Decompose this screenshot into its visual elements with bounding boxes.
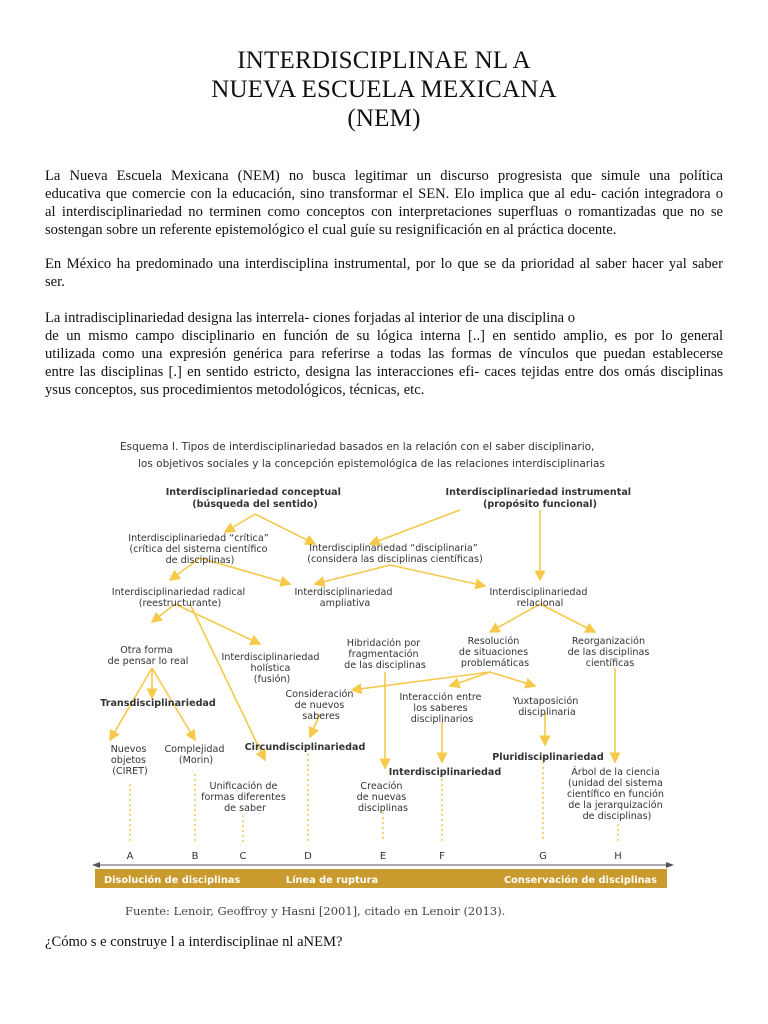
letter-c: C xyxy=(239,851,247,862)
node-conceptual: Interdisciplinariedad conceptual (búsqueda del sentido) xyxy=(165,487,341,510)
node-complejidad: Complejidad (Morin) xyxy=(164,744,225,766)
label-pluridisciplinariedad: Pluridisciplinariedad xyxy=(492,752,604,763)
band-middle-label: Línea de ruptura xyxy=(285,875,379,886)
label-interdisciplinariedad: Interdisciplinariedad xyxy=(388,767,502,778)
interdisciplinarity-diagram xyxy=(90,432,680,897)
node-hibridacion: Hibridación por fragmentación de las disciplinas xyxy=(344,638,426,671)
node-consideracion: Consideración de nuevos saberes xyxy=(285,689,354,722)
paragraph-nem xyxy=(45,167,723,239)
text-line: utilizada como una expresión genérica para referirse a todas las formas de vínculos que puedan establecerse xyxy=(45,346,723,362)
letter-g: G xyxy=(539,851,547,862)
title-line-1: INTERDISCIPLINAE NL A xyxy=(237,47,531,74)
axis-arrow-right xyxy=(666,862,674,868)
letter-a: A xyxy=(126,851,134,862)
letter-e: E xyxy=(379,851,387,862)
diagram-caption-2: los objetivos sociales y la concepción epistemológica de las relaciones interdisciplinarias xyxy=(138,458,605,470)
node-ampliativa: Interdisciplinariedad ampliativa xyxy=(294,587,393,609)
node-creacion: Creación de nuevas disciplinas xyxy=(356,781,409,814)
title-line-2: NUEVA ESCUELA MEXICANA xyxy=(211,76,557,103)
text-line: La Nueva Escuela Mexicana (NEM) no busca legitimar un discurso progresista que simule una política xyxy=(45,168,723,184)
node-disciplinaria: Interdisciplinariedad “disciplinaria” (considera las disciplinas científicas) xyxy=(307,543,483,565)
band-right-label: Conservación de disciplinas xyxy=(503,875,657,886)
node-reorganizacion: Reorganización de las disciplinas científicas xyxy=(567,636,650,669)
band-left-label: Disolución de disciplinas xyxy=(104,875,241,886)
node-relacional: Interdisciplinariedad relacional xyxy=(489,587,588,609)
node-instrumental: Interdisciplinariedad instrumental (propósito funcional) xyxy=(445,487,632,510)
node-yuxtaposicion: Yuxtaposición disciplinaria xyxy=(512,696,579,718)
paragraph-intradisciplinariedad xyxy=(45,309,723,399)
node-unificacion: Unificación de formas diferentes de saber xyxy=(201,781,286,814)
node-critica: Interdisciplinariedad “crítica” (crítica del sistema científico de disciplinas) xyxy=(128,533,269,566)
node-otra-forma: Otra forma de pensar lo real xyxy=(107,645,189,667)
node-resolucion: Resolución de situaciones problemáticas xyxy=(458,636,530,669)
text-line: de un mismo campo disciplinario en función de su lógica interna [..] en sentido amplio, es por lo general xyxy=(45,328,723,344)
letter-labels xyxy=(127,851,622,862)
letter-h: H xyxy=(614,851,622,862)
diagram-caption-1: Esquema I. Tipos de interdisciplinariedad basados en la relación con el saber disciplinario, xyxy=(120,441,595,453)
letter-d: D xyxy=(304,851,312,862)
text-line: educativa que comercie con la educación, sino transformar el SEN. Elo implica que al edu- cación integradora o xyxy=(45,186,723,202)
text-line: al interdisciplinariedad no terminen como conceptos con interpretaciones superfluas o romantizadas que no se xyxy=(45,204,723,220)
node-radical: Interdisciplinariedad radical (reestructurante) xyxy=(111,587,246,609)
letter-b: B xyxy=(191,851,199,862)
text-line: ysus conceptos, sus procedimientos metodológicos, técnicas, etc. xyxy=(45,382,425,398)
node-holistica: Interdisciplinariedad holística (fusión) xyxy=(221,652,320,685)
diagram-source: Fuente: Lenoir, Geoffroy y Hasni [2001], citado en Lenoir (2013). xyxy=(125,904,506,918)
label-transdisciplinariedad: Transdisciplinariedad xyxy=(100,698,216,709)
node-arbol: Árbol de la ciencia (unidad del sistema científico en función de la jerarquización de disciplinas) xyxy=(566,767,664,822)
document-title xyxy=(0,46,768,133)
label-circundisciplinariedad: Circundisciplinariedad xyxy=(244,742,366,753)
text-line: La intradisciplinariedad designa las interrela- ciones forjadas al interior de una disciplina o xyxy=(45,310,576,326)
text-line: En México ha predominado una interdisciplina instrumental, por lo que se da prioridad al saber hacer yal saber xyxy=(45,256,723,272)
text-line: ser. xyxy=(45,274,65,290)
axis-arrow-left xyxy=(92,862,100,868)
letter-f: F xyxy=(439,851,445,862)
text-line: entre las disciplinas [.] en sentido estricto, designa las interacciones efi- caces tejidas entre dos omás disciplinas xyxy=(45,364,723,380)
text-line: sostengan sobre un referente epistemológico el cual guíe su resignificación en al práctica docente. xyxy=(45,222,617,238)
closing-question: ¿Cómo s e construye l a interdisciplinae nl aNEM? xyxy=(45,934,343,950)
paragraph-mexico xyxy=(45,255,723,291)
node-interaccion: Interacción entre los saberes disciplinarios xyxy=(399,692,482,725)
node-nuevos-objetos: Nuevos objetos (CIRET) xyxy=(110,744,148,777)
title-line-3: (NEM) xyxy=(347,105,421,132)
